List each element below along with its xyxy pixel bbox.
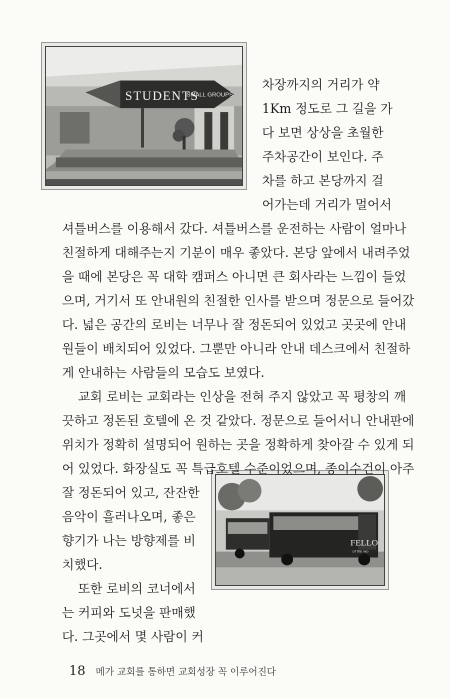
text-line: 셔틀버스를 이용해서 갔다. 셔틀버스를 운전하는 사람이 얼마나	[62, 221, 407, 236]
sign-students: STUDENTS	[125, 89, 199, 104]
text-line: 주차공간이 보인다. 주	[262, 149, 384, 164]
text-line: 잘 정돈되어 있고, 잔잔한	[62, 485, 200, 500]
text-line: 다. 그곳에서 몇 사람이 커	[62, 629, 204, 644]
text-line: 음악이 흘러나오며, 좋은	[62, 509, 196, 524]
page-footer	[69, 660, 276, 679]
text-line: 차를 하고 본당까지 걸	[262, 173, 384, 188]
text-line: 을 때에 본당은 꼭 대학 캠퍼스 아니면 큰 회사라는 느낌이 들었	[62, 269, 407, 284]
text-line: 친절하게 대해주는지 기분이 매우 좋았다. 본당 앞에서 내려주었	[62, 245, 411, 260]
text-line: 차장까지의 거리가 약	[262, 77, 380, 92]
text-line: 향기가 나는 방향제를 비	[62, 533, 196, 548]
lobby-photo	[45, 46, 243, 186]
text-line: 원들이 배치되어 있었다. 그뿐만 아니라 안내 데스크에서 친절하	[62, 341, 411, 356]
text-line: 어가는데 거리가 멀어서	[262, 197, 392, 212]
text-line: 게 안내하는 사람들의 모습도 보였다.	[62, 365, 265, 380]
text-line: 어 있었다. 화장실도 꼭 특급호텔 수준이었으며, 종이수건이 아주	[62, 461, 415, 476]
text-line: 다. 넓은 공간의 로비는 너무나 잘 정돈되어 있었고 곳곳에 안내	[62, 317, 407, 332]
bus-text: FELLO	[350, 537, 379, 548]
page-number: 18	[69, 664, 86, 679]
bus-text-sub: of the wo	[352, 548, 369, 554]
text-line: 으며, 거기서 또 안내원의 친절한 인사를 받으며 정문으로 들어갔	[62, 293, 415, 308]
text-line: 는 커피와 도넛을 판매했	[62, 605, 196, 620]
text-line: 1Km 정도로 그 길을 가	[262, 101, 393, 116]
text-line: 위치가 정확히 설명되어 원하는 곳을 정확하게 찾아갈 수 있게 되	[62, 437, 415, 452]
running-title: 메가 교회를 통하면 교회성장 꼭 이루어진다	[95, 667, 276, 678]
text-line: 다 보면 상상을 초월한	[262, 125, 384, 140]
text-line: 치했다.	[62, 557, 103, 572]
text-line: 교회 로비는 교회라는 인상을 전혀 주지 않았고 꼭 평창의 깨	[78, 389, 407, 404]
text-line: 끗하고 정돈된 호텔에 온 것 같았다. 정문으로 들어서니 안내판에	[62, 413, 415, 428]
text-line: 또한 로비의 코너에서	[78, 581, 196, 596]
shuttle-bus-photo	[215, 474, 385, 586]
sign-small-groups: SMALL GROUPS	[186, 92, 234, 99]
